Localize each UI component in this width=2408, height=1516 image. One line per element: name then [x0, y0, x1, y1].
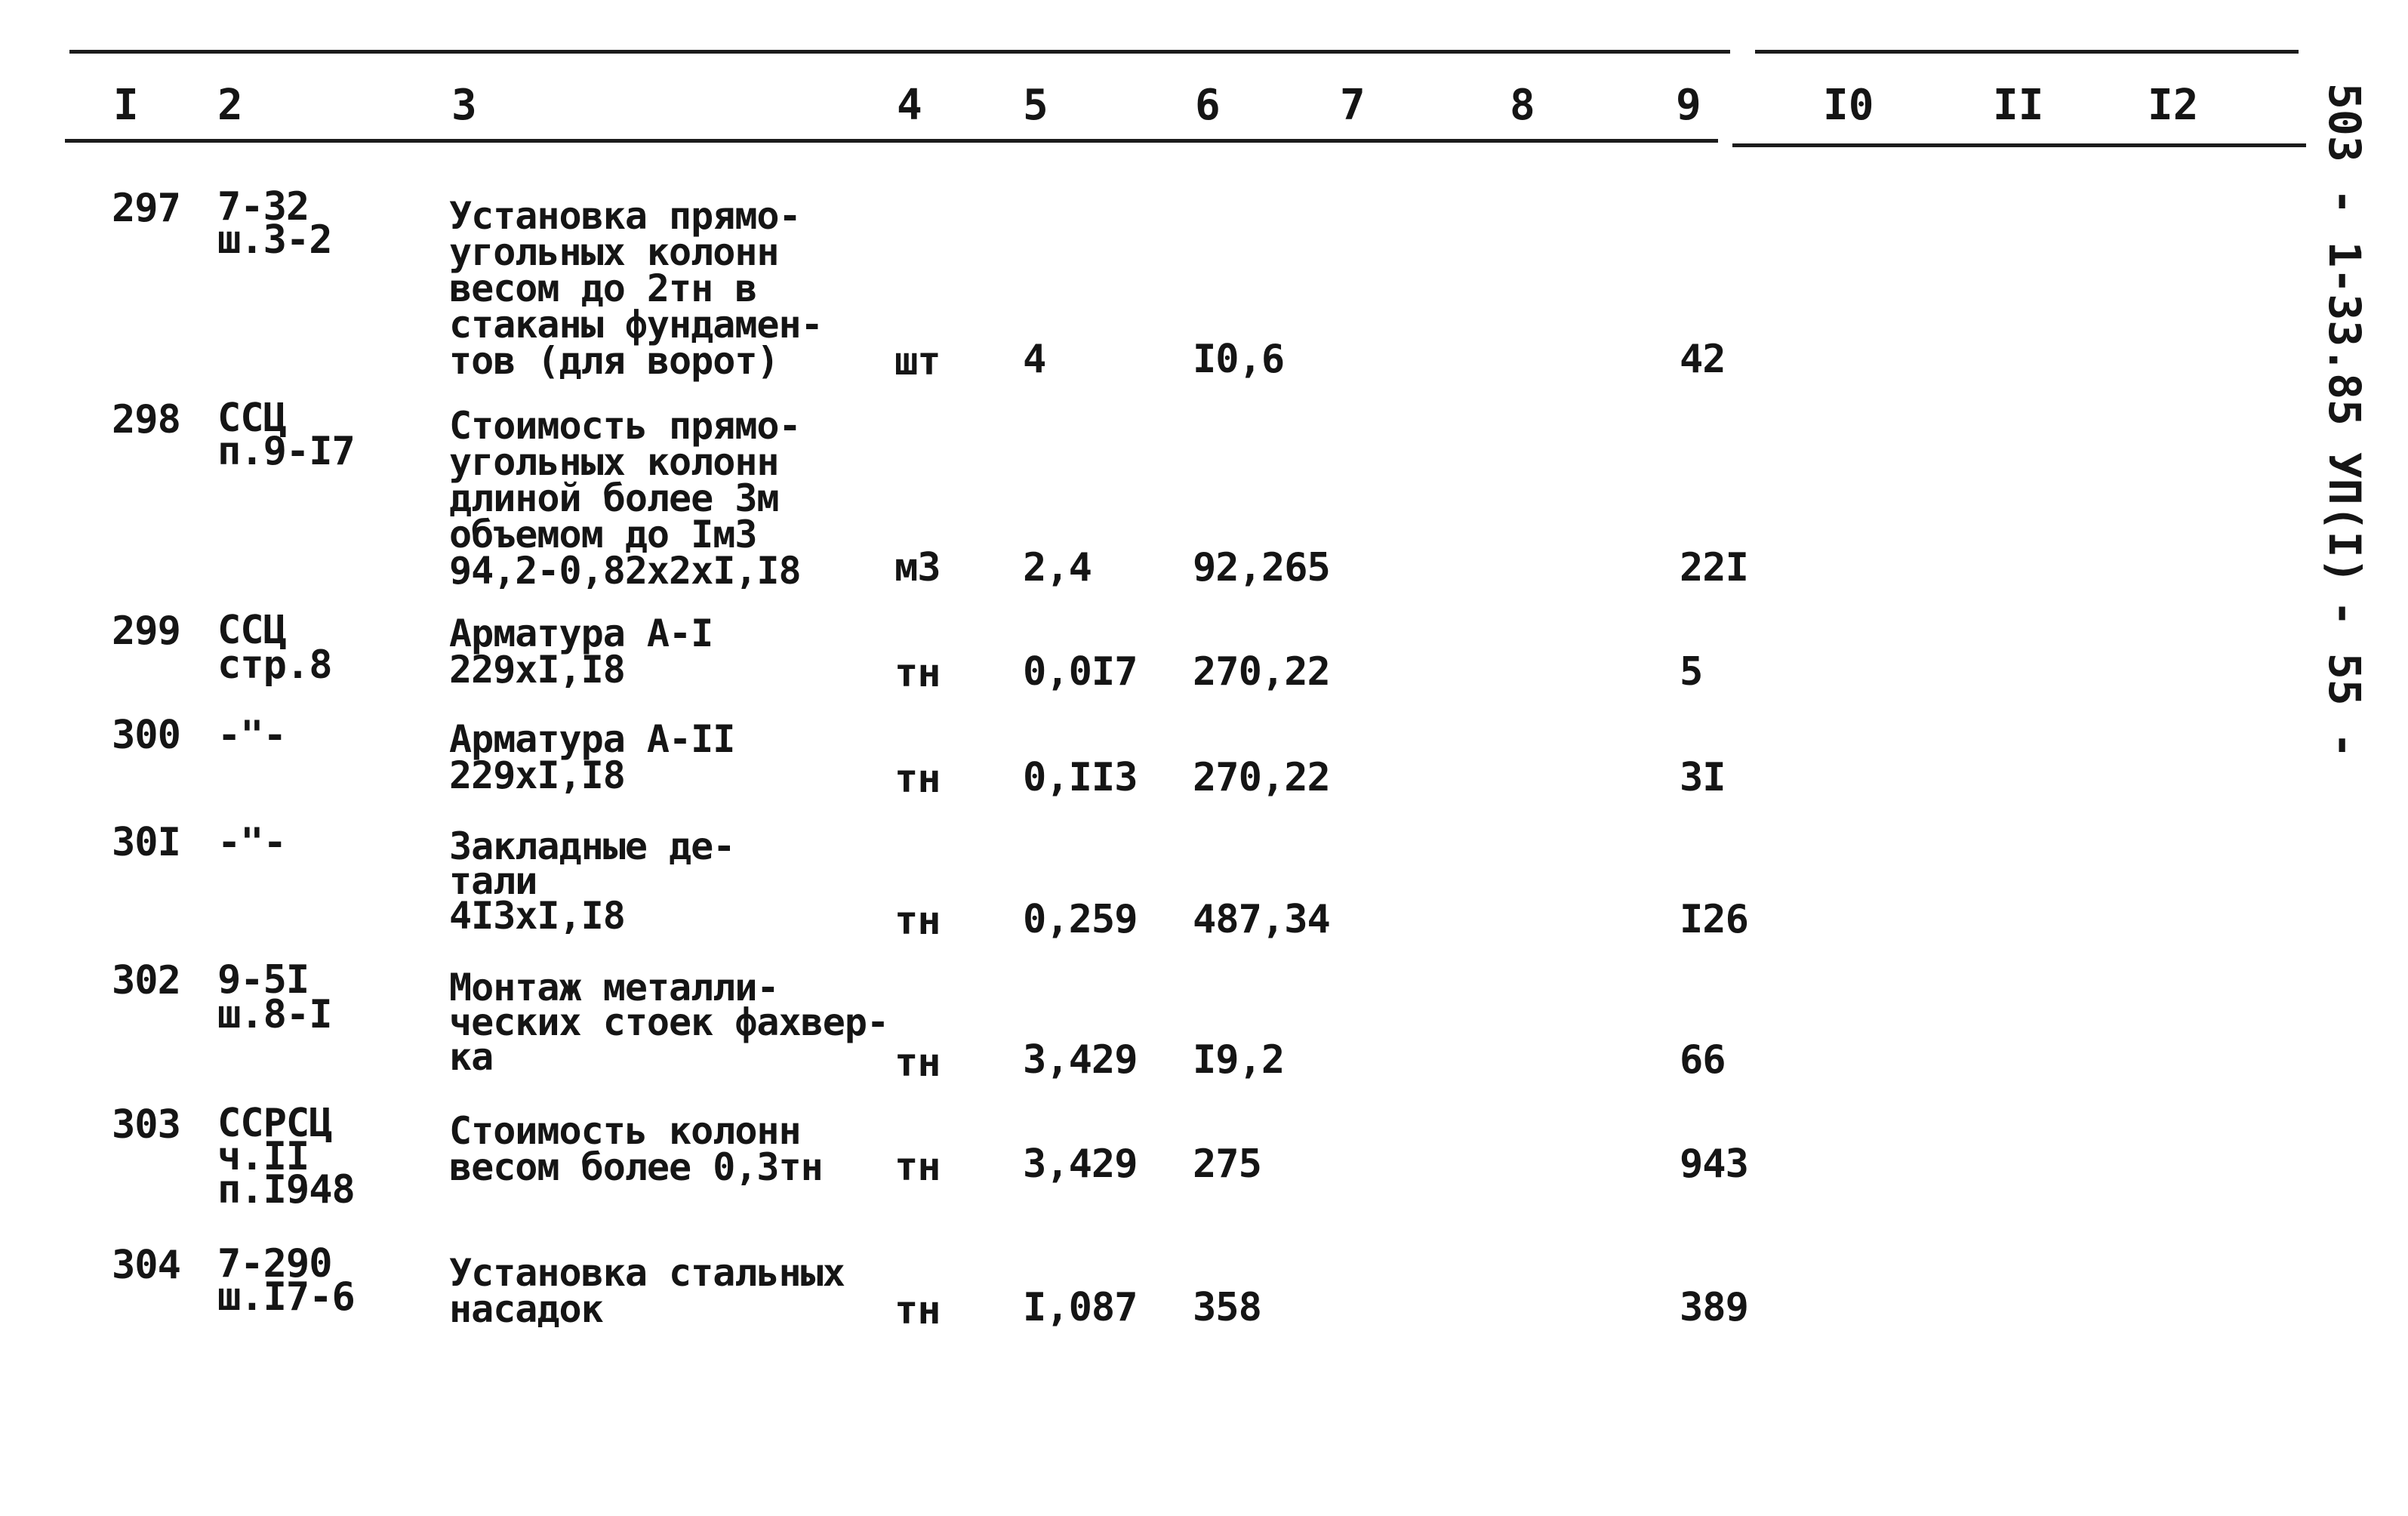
total-cost: 943: [1680, 1142, 1748, 1187]
row-number: 300: [112, 713, 180, 758]
unit-price: 270,22: [1193, 649, 1330, 695]
work-description: Арматура А-I 229хI,I8: [449, 612, 713, 692]
work-description: Установка стальных насадок: [449, 1251, 845, 1331]
header-rule-right: [1732, 143, 2306, 147]
unit-price: I9,2: [1193, 1037, 1285, 1083]
col-header-2: 2: [217, 81, 243, 130]
norm-code: ССЦ стр.8: [217, 608, 332, 688]
unit-price: I0,6: [1193, 337, 1285, 382]
row-number: 299: [112, 609, 180, 654]
norm-code: ССЦ п.9-I7: [217, 396, 355, 474]
col-header-6: 6: [1195, 81, 1221, 130]
row-number: 298: [112, 397, 180, 442]
unit: м3: [895, 545, 941, 590]
norm-code: 7-32 ш.3-2: [217, 184, 332, 263]
total-cost: 3I: [1680, 755, 1726, 800]
col-header-8: 8: [1510, 81, 1535, 130]
quantity: 3,429: [1023, 1037, 1138, 1083]
unit: тн: [895, 1145, 941, 1190]
top-rule-left: [69, 50, 1730, 54]
row-number: 297: [112, 186, 180, 231]
total-cost: 389: [1680, 1285, 1748, 1330]
col-header-10: I0: [1823, 81, 1874, 130]
col-header-7: 7: [1340, 81, 1366, 130]
col-header-4: 4: [897, 81, 922, 130]
row-number: 303: [112, 1102, 180, 1148]
col-header-5: 5: [1023, 81, 1048, 130]
top-rule-right: [1755, 50, 2299, 54]
unit: тн: [895, 756, 941, 802]
unit: тн: [895, 898, 941, 944]
total-cost: I26: [1680, 897, 1748, 942]
col-header-12: I2: [2148, 81, 2199, 130]
document-code-vertical: 503 - 1-33.85 УП(I): [2319, 83, 2370, 584]
work-description: Закладные де- тали 4I3хI,I8: [449, 824, 735, 938]
col-header-9: 9: [1676, 81, 1701, 130]
norm-code: ССРСЦ ч.II п.I948: [217, 1101, 355, 1212]
work-description: Стоимость колонн весом более 0,3тн: [449, 1109, 823, 1189]
unit-price: 92,265: [1193, 545, 1330, 590]
quantity: I,087: [1023, 1285, 1138, 1330]
row-number: 302: [112, 958, 180, 1003]
norm-code: -"-: [217, 820, 286, 865]
quantity: 0,II3: [1023, 755, 1138, 800]
unit-price: 487,34: [1193, 897, 1330, 942]
work-description: Арматура А-II 229хI,I8: [449, 717, 735, 797]
col-header-1: I: [113, 81, 139, 130]
quantity: 0,259: [1023, 897, 1138, 942]
header-rule-left: [65, 139, 1718, 143]
unit-price: 358: [1193, 1285, 1261, 1330]
unit: шт: [895, 339, 941, 384]
unit: тн: [895, 651, 941, 696]
quantity: 0,0I7: [1023, 649, 1138, 695]
unit-price: 270,22: [1193, 755, 1330, 800]
norm-code: 7-290 ш.I7-6: [217, 1241, 355, 1320]
unit: тн: [895, 1288, 941, 1333]
norm-code: -"-: [217, 713, 286, 758]
total-cost: 22I: [1680, 545, 1748, 590]
col-header-3: 3: [451, 81, 477, 130]
unit: тн: [895, 1040, 941, 1086]
page-number-vertical: - 55 -: [2319, 600, 2370, 759]
total-cost: 42: [1680, 337, 1726, 382]
unit-price: 275: [1193, 1142, 1261, 1187]
quantity: 2,4: [1023, 545, 1092, 590]
quantity: 4: [1023, 337, 1046, 382]
work-description: Монтаж металли- ческих стоек фахвер- ка: [449, 966, 889, 1079]
quantity: 3,429: [1023, 1142, 1138, 1187]
norm-code: 9-5I ш.8-I: [217, 957, 332, 1037]
col-header-11: II: [1993, 81, 2044, 130]
work-description: Установка прямо- угольных колонн весом до 2тн в стаканы фундамен- тов (для ворот): [449, 194, 823, 383]
work-description: Стоимость прямо- угольных колонн длиной более 3м объемом до Iм3 94,2-0,82х2хI,I8: [449, 404, 801, 593]
row-number: 30I: [112, 820, 180, 865]
row-number: 304: [112, 1243, 180, 1288]
total-cost: 66: [1680, 1037, 1726, 1083]
total-cost: 5: [1680, 649, 1703, 695]
